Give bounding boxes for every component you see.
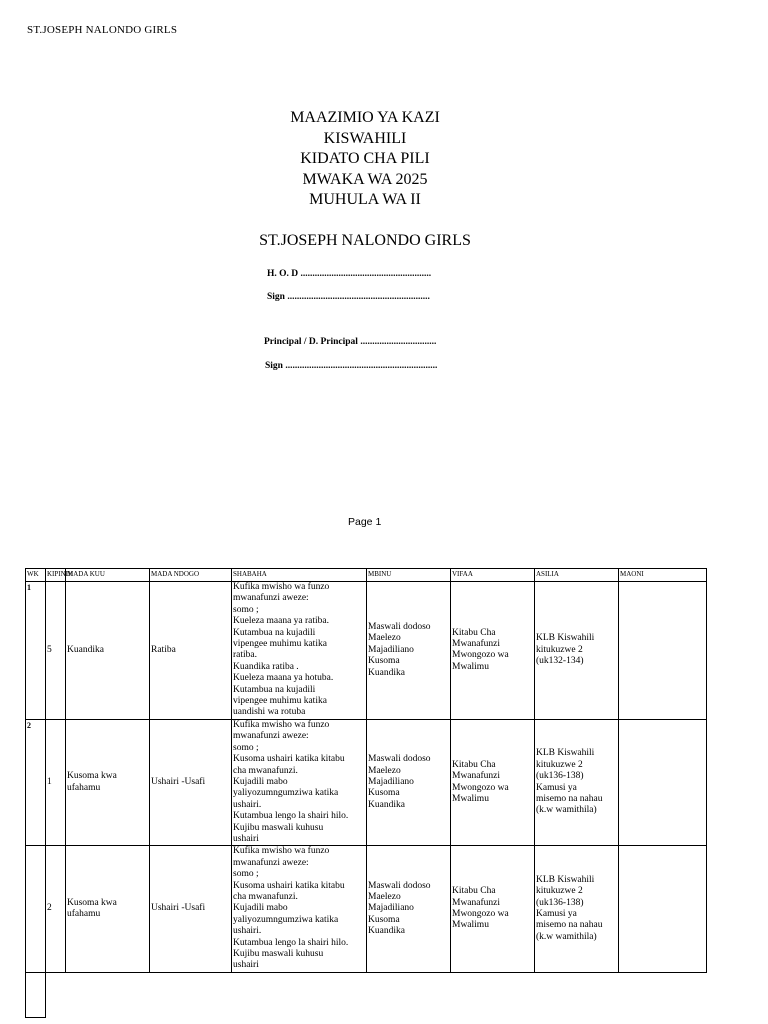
page-number: Page 1	[348, 516, 382, 528]
hod-signature-line: H. O. D .......................................................	[267, 269, 432, 279]
col-header: SHABAHA	[232, 569, 367, 582]
cell-asilia: KLB Kiswahili kitukuzwe 2 (uk136-138) Kamusi ya misemo na nahau (k.w wamithila)	[535, 719, 619, 845]
scheme-of-work-table	[25, 568, 707, 1018]
cell-wk: 2	[26, 719, 46, 845]
cell-wk	[26, 846, 46, 972]
cell-asilia: KLB Kiswahili kitukuzwe 2 (uk136-138) Kamusi ya misemo na nahau (k.w wamithila)	[535, 846, 619, 972]
cell-mbinu: Maswali dodoso Maelezo Majadiliano Kusoma Kuandika	[367, 582, 451, 720]
cell-mada-ndogo: Ushairi -Usafi	[150, 846, 232, 972]
cell-vifaa: Kitabu Cha Mwanafunzi Mwongozo wa Mwalimu	[451, 719, 535, 845]
cell-maoni	[619, 582, 707, 720]
principal-signature-line: Principal / D. Principal ................................	[264, 337, 437, 347]
col-header: MBINU	[367, 569, 451, 582]
cell-mada-kuu: Kusoma kwa ufahamu	[66, 846, 150, 972]
title-line: KISWAHILI	[323, 129, 407, 147]
cell-maoni	[619, 719, 707, 845]
cell-vifaa: Kitabu Cha Mwanafunzi Mwongozo wa Mwalimu	[451, 582, 535, 720]
document-title	[0, 108, 730, 211]
title-line: KIDATO CHA PILI	[300, 150, 430, 167]
cell-mada-ndogo: Ushairi -Usafi	[150, 719, 232, 845]
col-header: VIFAA	[451, 569, 535, 582]
cell-wk: 1	[26, 582, 46, 720]
col-header: MADA KUU	[66, 569, 150, 582]
col-header: MADA NDOGO	[150, 569, 232, 582]
cell-mada-kuu: Kuandika	[66, 582, 150, 720]
title-line: MUHULA WA II	[309, 191, 421, 208]
cell-kipindi: 2	[46, 846, 66, 972]
table-row	[26, 719, 707, 845]
table-header-row	[26, 569, 707, 582]
principal-sign-line: Sign ................................................................	[265, 361, 438, 371]
table-row-continued	[26, 972, 707, 1017]
table-row	[26, 846, 707, 972]
table-row	[26, 582, 707, 720]
cell-kipindi: 1	[46, 719, 66, 845]
hod-sign-line: Sign ............................................................	[267, 292, 430, 302]
cell-mada-ndogo: Ratiba	[150, 582, 232, 720]
title-line: MWAKA WA 2025	[302, 170, 428, 188]
cell-shabaha: Kufika mwisho wa funzo mwanafunzi aweze: somo ; Kusoma ushairi katika kitabu cha mwanafunzi. Kujadili mabo yaliyozumngumziwa katika ushairi. Kutambua lengo la shairi hilo. Kujibu maswali kuhusu ushairi	[232, 846, 367, 972]
cell-vifaa: Kitabu Cha Mwanafunzi Mwongozo wa Mwalimu	[451, 846, 535, 972]
col-header: WK	[26, 569, 46, 582]
page-header-school: ST.JOSEPH NALONDO GIRLS	[27, 24, 178, 36]
title-line: MAAZIMIO YA KAZI	[290, 109, 440, 126]
cell-shabaha: Kufika mwisho wa funzo mwanafunzi aweze: somo ; Kusoma ushairi katika kitabu cha mwanafunzi. Kujadili mabo yaliyozumngumziwa katika ushairi. Kutambua lengo la shairi hilo. Kujibu maswali kuhusu ushairi	[232, 719, 367, 845]
col-header: ASILIA	[535, 569, 619, 582]
cell-mada-kuu: Kusoma kwa ufahamu	[66, 719, 150, 845]
school-title: ST.JOSEPH NALONDO GIRLS	[259, 232, 471, 249]
cell-shabaha: Kufika mwisho wa funzo mwanafunzi aweze: somo ; Kueleza maana ya ratiba. Kutambua na kujadili vipengee muhimu katika ratiba. Kuandika ratiba . Kueleza maana ya hotuba. Kutambua na kujadili vipengee muhimu katika uandishi wa rotuba	[232, 582, 367, 720]
col-header: MAONI	[619, 569, 707, 582]
cell-mbinu: Maswali dodoso Maelezo Majadiliano Kusoma Kuandika	[367, 846, 451, 972]
cell-asilia: KLB Kiswahili kitukuzwe 2 (uk132-134)	[535, 582, 619, 720]
cell-maoni	[619, 846, 707, 972]
col-header: KIPINDI	[46, 569, 66, 582]
cell-mbinu: Maswali dodoso Maelezo Majadiliano Kusoma Kuandika	[367, 719, 451, 845]
cell-kipindi: 5	[46, 582, 66, 720]
